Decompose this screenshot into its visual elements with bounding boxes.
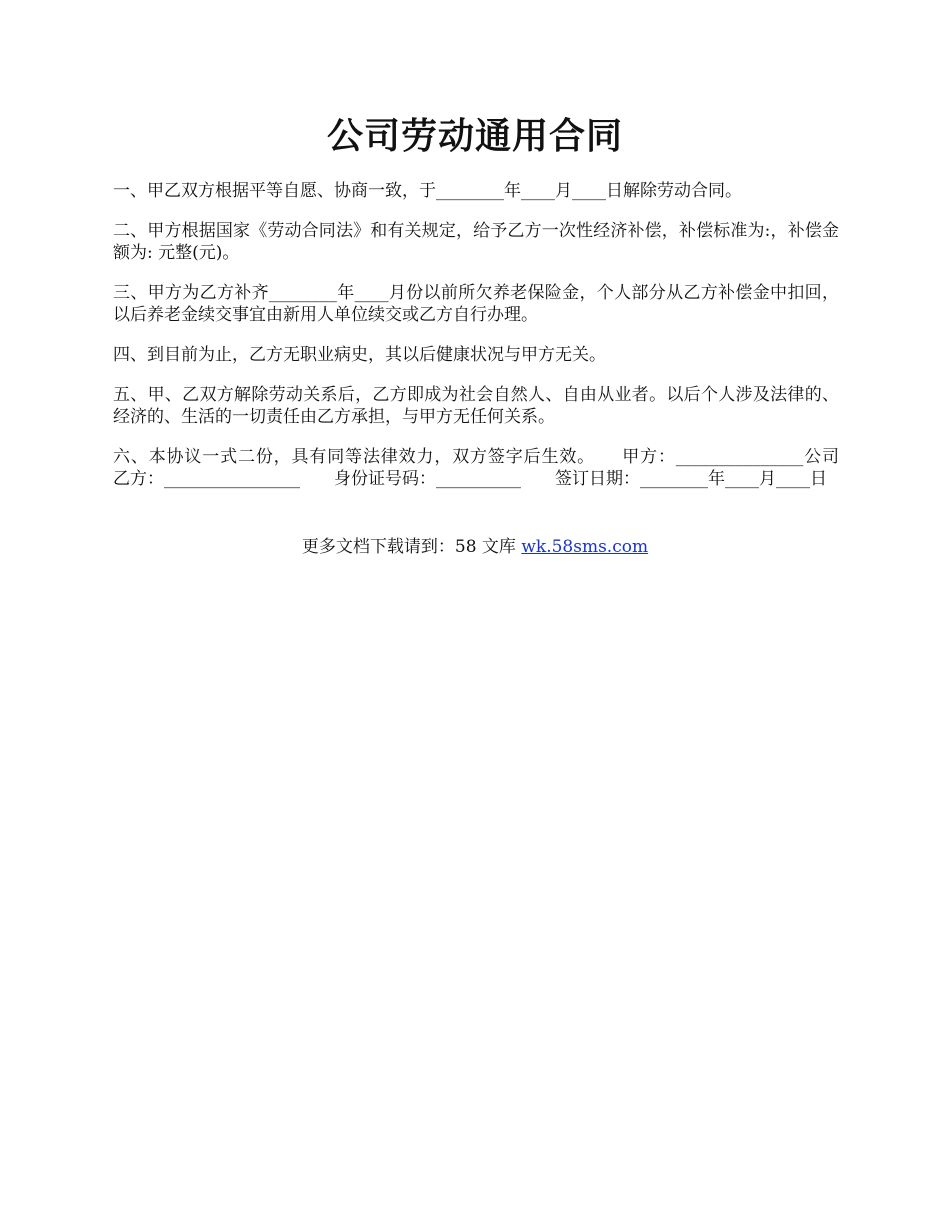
clause-5: 五、甲、乙双方解除劳动关系后，乙方即成为社会自然人、自由从业者。以后个人涉及法律的、经济的、生活的一切责任由乙方承担，与甲方无任何关系。	[113, 385, 839, 427]
clause-2: 二、甲方根据国家《劳动合同法》和有关规定，给予乙方一次性经济补偿，补偿标准为:，补偿金额为: 元整(元)。	[113, 221, 839, 263]
clause-3: 三、甲方为乙方补齐________年____月份以前所欠养老保险金，个人部分从乙方补偿金中扣回，以后养老金续交事宜由新用人单位续交或乙方自行办理。	[113, 283, 839, 325]
clause-1: 一、甲乙双方根据平等自愿、协商一致，于________年____月____日解除劳动合同。	[113, 181, 742, 201]
document-title: 公司劳动通用合同	[326, 115, 623, 157]
footer-link[interactable]: wk.58sms.com	[521, 537, 649, 557]
download-footer	[0, 536, 950, 558]
clause-6-signatures: 六、本协议一式二份，具有同等法律效力，双方签字后生效。 甲方：_______________公司 乙方：________________ 身份证号码：__________ 签订日期：________年____月____日	[113, 447, 873, 489]
clause-4: 四、到目前为止，乙方无职业病史，其以后健康状况与甲方无关。	[113, 345, 606, 365]
footer-text: 更多文档下载请到：58 文库	[301, 537, 522, 557]
document-body	[113, 180, 873, 508]
